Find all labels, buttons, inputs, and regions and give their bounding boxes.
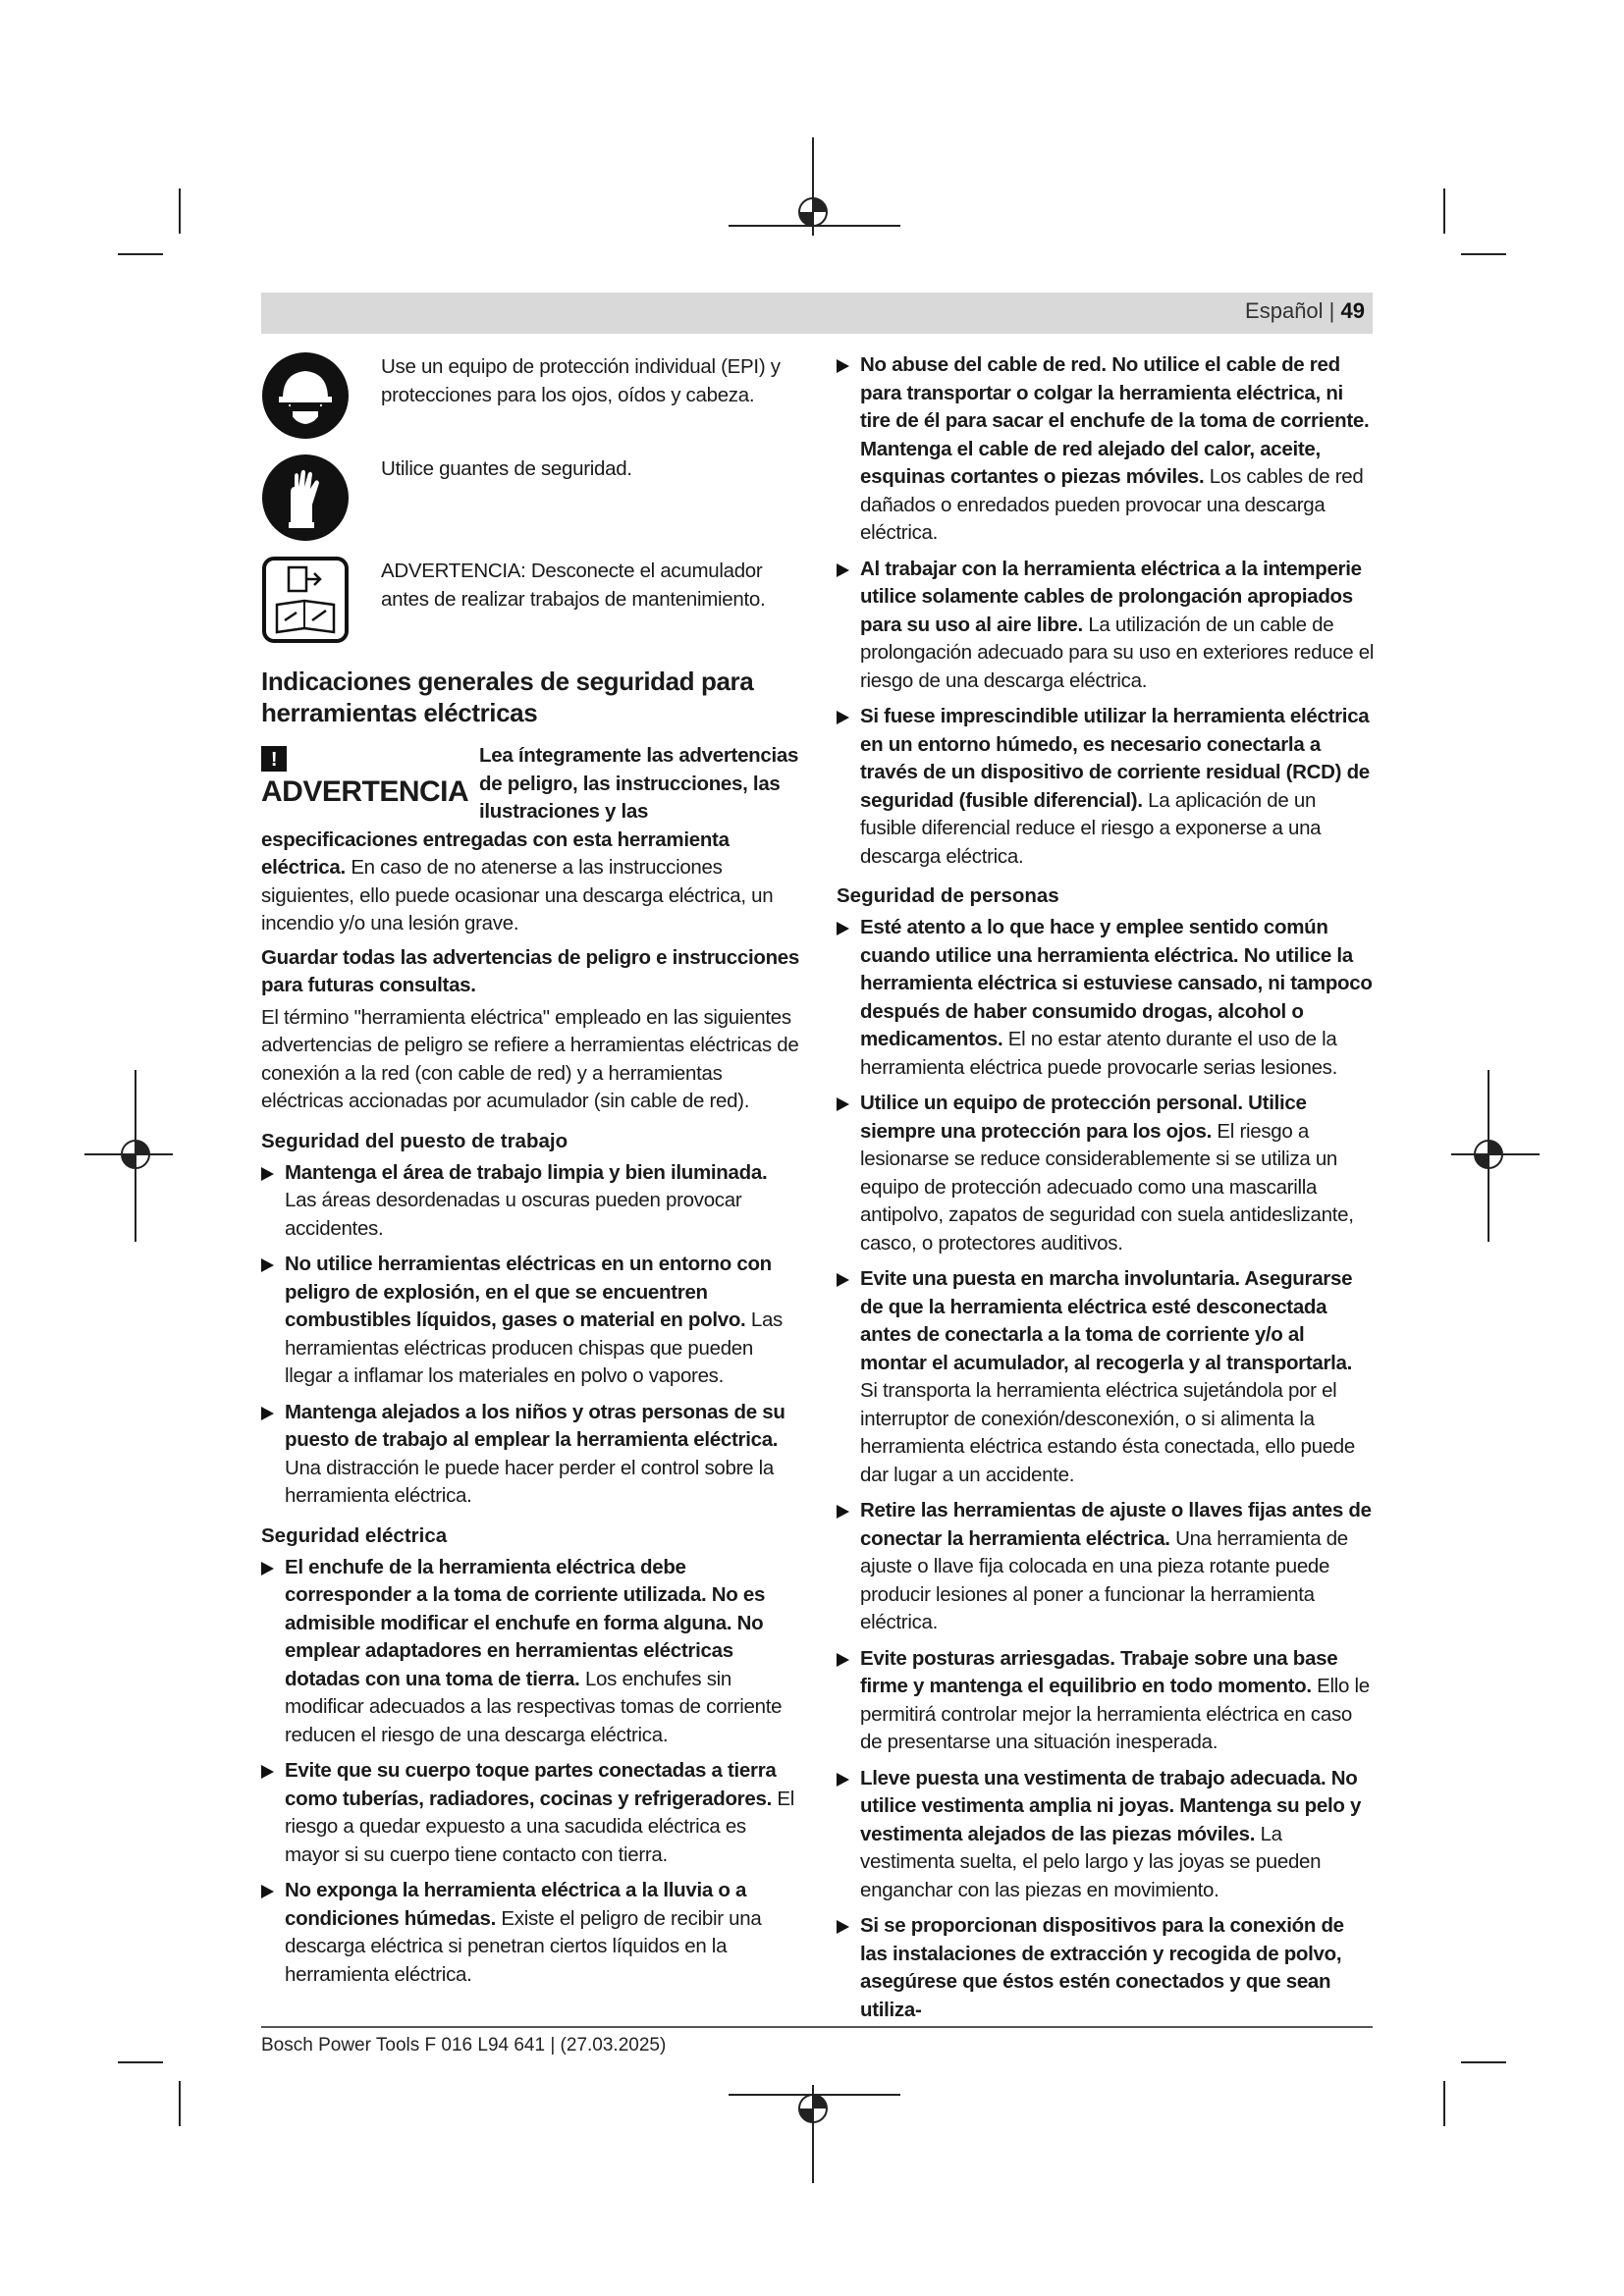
list-item: [837, 1090, 1375, 1257]
keep-instructions: Guardar todas las advertencias de peligro e instrucciones para futuras consultas.: [261, 945, 799, 996]
registration-mark-bottom: [729, 2085, 905, 2183]
list-item: [837, 1645, 1375, 1757]
icon-row-gloves: [261, 454, 801, 542]
item-bold: Evite posturas arriesgadas. Trabaje sobre una base firme y mantenga el equilibrio en todo momento.: [860, 1646, 1338, 1697]
icon-row-manual: [261, 556, 801, 644]
helmet-icon: [261, 351, 350, 440]
icon-text-manual: ADVERTENCIA: Desconecte el acumulador antes de realizar trabajos de mantenimiento.: [381, 560, 766, 611]
crop-mark: [1461, 253, 1506, 255]
warning-label: [261, 742, 467, 809]
warning-block: [261, 742, 801, 938]
list-item: [837, 1497, 1375, 1637]
item-normal: Las áreas desordenadas u oscuras pueden provocar accidentes.: [285, 1189, 742, 1240]
registration-mark-left: [84, 1070, 173, 1247]
item-normal: Ello le permitirá controlar mejor la herramienta eléctrica en caso de presentarse una situación inesperada.: [860, 1675, 1370, 1753]
footer-divider: [261, 2026, 1373, 2028]
item-bold: Lleve puesta una vestimenta de trabajo adecuada. No utilice vestimenta amplia ni joyas. Mantenga su pelo y vestimenta alejados de las piezas móviles.: [860, 1766, 1362, 1845]
item-bold: Mantenga el área de trabajo limpia y bien iluminada.: [285, 1160, 768, 1184]
crop-mark: [118, 253, 163, 255]
list-item: [261, 1757, 801, 1869]
page-header: [261, 293, 1373, 334]
item-bold: Utilice un equipo de protección personal. Utilice siempre una protección para los ojos.: [860, 1092, 1307, 1143]
list-item: [837, 1912, 1375, 2024]
list-item: [837, 1765, 1375, 1905]
item-bold: No utilice herramientas eléctricas en un entorno con peligro de explosión, en el que se encuentren combustibles líquidos, gases o material en polvo.: [285, 1253, 772, 1331]
manual-battery-icon: [261, 556, 350, 644]
warning-triangle-icon: !: [261, 746, 287, 772]
icon-text-ppe: Use un equipo de protección individual (EPI) y protecciones para los ojos, oídos y cabeza.: [381, 355, 781, 406]
list-item: [261, 1877, 801, 1989]
warning-label-text: ADVERTENCIA: [261, 775, 469, 808]
icon-text-gloves: Utilice guantes de seguridad.: [381, 457, 632, 480]
item-normal: El no estar atento durante el uso de la herramienta eléctrica puede provocarle serias lesiones.: [860, 1028, 1338, 1079]
item-bold: Retire las herramientas de ajuste o llaves fijas antes de conectar la herramienta eléctrica.: [860, 1499, 1372, 1550]
item-normal: La aplicación de un fusible diferencial reduce el riesgo a exponerse a una descarga eléctrica.: [860, 788, 1322, 868]
item-bold: Evite una puesta en marcha involuntaria. Asegurarse de que la herramienta eléctrica esté desconectada antes de conectarla a la toma de corriente y/o al montar el acumulador, al recogerla y al transportarla.: [860, 1267, 1353, 1374]
list-item: [837, 914, 1375, 1082]
item-bold: Si se proporcionan dispositivos para la conexión de las instalaciones de extracción y recogida de polvo, asegúrese que éstos estén conectados y que sean utiliza-: [860, 1914, 1344, 2021]
item-normal: La utilización de un cable de prolongación adecuado para su uso en exteriores reduce el riesgo de una descarga eléctrica.: [860, 613, 1375, 692]
item-bold: Evite que su cuerpo toque partes conectadas a tierra como tuberías, radiadores, cocinas y refrigeradores.: [285, 1759, 777, 1810]
item-normal: El riesgo a lesionarse se reduce considerablemente si se utiliza un equipo de protección adecuado como una mascarilla antipolvo, zapatos de seguridad con suela antideslizante, casco, o protectores auditivos.: [860, 1119, 1354, 1255]
item-bold: No exponga la herramienta eléctrica a la lluvia o a condiciones húmedas.: [285, 1879, 747, 1930]
left-column: [261, 351, 801, 1997]
item-normal: Los cables de red dañados o enredados pueden provocar una descarga eléctrica.: [860, 465, 1364, 544]
crop-mark: [118, 2061, 163, 2063]
crop-mark: [179, 188, 181, 234]
item-normal: La vestimenta suelta, el pelo largo y las joyas se pueden enganchar con las piezas en movimiento.: [860, 1822, 1322, 1901]
crop-mark: [179, 2081, 181, 2126]
section-title-workplace: Seguridad del puesto de trabajo: [261, 1129, 568, 1152]
list-item: [261, 1399, 801, 1511]
registration-mark-right: [1451, 1070, 1540, 1247]
list-item: [261, 1554, 801, 1750]
term-paragraph: El término "herramienta eléctrica" empleado en las siguientes advertencias de peligro se refiere a herramientas eléctricas de conexión a la red (con cable de red) y a herramientas eléctricas accionadas por acumulador (sin cable de red).: [261, 1005, 799, 1112]
item-normal: Una herramienta de ajuste o llave fija colocada en una pieza rotante puede producir lesiones al poner a funcionar la herramienta eléctrica.: [860, 1526, 1348, 1633]
item-bold: El enchufe de la herramienta eléctrica debe corresponder a la toma de corriente utilizada. No es admisible modificar el enchufe en forma alguna. No emplear adaptadores en herramientas eléctricas dotadas con una toma de tierra.: [285, 1555, 766, 1690]
page-footer: Bosch Power Tools F 016 L94 641 | (27.03.2025): [261, 2035, 667, 2056]
header-label: Español | 49: [1245, 298, 1365, 323]
list-item: [837, 556, 1375, 696]
list-item: [837, 351, 1375, 548]
crop-mark: [1461, 2061, 1506, 2063]
section-title-persons: Seguridad de personas: [837, 884, 1059, 907]
item-bold: Esté atento a lo que hace y emplee sentido común cuando utilice una herramienta eléctrica. No utilice la herramienta eléctrica si estuviese cansado, ni tampoco después de haber consumido drogas, alcohol o medicamentos.: [860, 916, 1373, 1050]
warning-bold: Lea íntegramente las advertencias de peligro, las instrucciones, las ilustraciones y las especificaciones entregadas con esta herramienta eléctrica.: [261, 744, 799, 879]
item-normal: Los enchufes sin modificar adecuados a las respectivas tomas de corriente reducen el riesgo de una descarga eléctrica.: [285, 1667, 783, 1746]
item-bold: Mantenga alejados a los niños y otras personas de su puesto de trabajo al emplear la herramienta eléctrica.: [285, 1400, 785, 1451]
page-number: 49: [1340, 298, 1365, 323]
list-item: [837, 703, 1375, 871]
item-normal: El riesgo a quedar expuesto a una sacudida eléctrica es mayor si su cuerpo tiene contacto con tierra.: [285, 1787, 795, 1866]
item-normal: Las herramientas eléctricas producen chispas que pueden llegar a inflamar los materiales en polvo o vapores.: [285, 1308, 784, 1387]
item-bold: Si fuese imprescindible utilizar la herramienta eléctrica en un entorno húmedo, es necesario conectarla a través de un dispositivo de corriente residual (RCD) de seguridad (fusible diferencial).: [860, 705, 1370, 812]
crop-mark: [1443, 188, 1445, 234]
list-item: [837, 1265, 1375, 1489]
list-item: [261, 1251, 801, 1391]
header-language: Español: [1245, 298, 1324, 323]
warning-normal: En caso de no atenerse a las instrucciones siguientes, ello puede ocasionar una descarga eléctrica, un incendio y/o una lesión grave.: [261, 856, 774, 934]
item-bold: Al trabajar con la herramienta eléctrica a la intemperie utilice solamente cables de prolongación apropiados para su uso al aire libre.: [860, 557, 1362, 636]
registration-mark-top: [729, 137, 905, 236]
item-normal: Si transporta la herramienta eléctrica sujetándola por el interruptor de conexión/desconexión, o si alimenta la herramienta eléctrica estando ésta conectada, ello puede dar lugar a un accidente.: [860, 1379, 1356, 1486]
gloves-icon: [261, 454, 350, 542]
item-bold: No abuse del cable de red. No utilice el cable de red para transportar o colgar la herramienta eléctrica, ni tire de él para sacar el enchufe de la toma de corriente. Mantenga el cable de red alejado del calor, aceite, esquinas cortantes o piezas móviles.: [860, 353, 1370, 488]
crop-mark: [1443, 2081, 1445, 2126]
section-title-electrical: Seguridad eléctrica: [261, 1523, 448, 1547]
item-normal: Existe el peligro de recibir una descarga eléctrica si penetran ciertos líquidos en la herramienta eléctrica.: [285, 1906, 762, 1986]
general-safety-heading: Indicaciones generales de seguridad para herramientas eléctricas: [261, 667, 754, 727]
list-item: [261, 1159, 801, 1244]
item-normal: Una distracción le puede hacer perder el control sobre la herramienta eléctrica.: [285, 1456, 774, 1507]
right-column: [837, 351, 1375, 2032]
icon-row-ppe: [261, 351, 801, 440]
